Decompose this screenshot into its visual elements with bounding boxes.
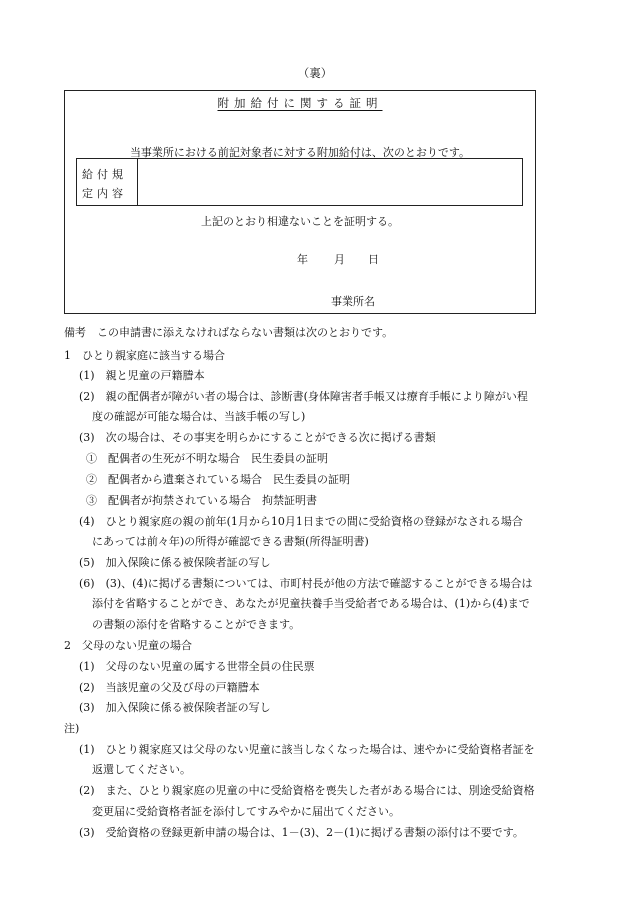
certificate-statement: 当事業所における前記対象者に対する附加給付は、次のとおりです。	[129, 146, 471, 159]
section2-item2: (2) 当該児童の父及び母の戸籍謄本	[79, 681, 260, 694]
caution-item2-line1: (2) また、ひとり親家庭の児童の中に受給資格を喪失した者がある場合には、別途受給資格	[79, 784, 535, 797]
caution-item1-line2: 返還してください。	[92, 763, 191, 776]
section1-item6-line1: (6) (3)、(4)に掲げる書類については、市町村長が他の方法で確認することができる場合は	[79, 577, 533, 590]
notes-header: 備考 この申請書に添えなければならない書類は次のとおりです。	[64, 326, 394, 339]
section1-item6-line3: の書類の添付を省略することができます。	[92, 618, 301, 631]
section1-item4-line1: (4) ひとり親家庭の親の前年(1月から10月1日までの間に受給資格の登録がなされる場合	[79, 515, 523, 528]
section1-item1: (1) 親と児童の戸籍謄本	[79, 369, 205, 382]
caution-item1-line1: (1) ひとり親家庭又は父母のない児童に該当しなくなった場合は、速やかに受給資格者証を	[79, 743, 535, 756]
section1-item2-line1: (2) 親の配偶者が障がい者の場合は、診断書(身体障害者手帳又は療育手帳により障がい程	[79, 390, 528, 403]
section1-item3-case-a: ① 配偶者の生死が不明な場合 民生委員の証明	[86, 452, 328, 465]
section1-item3-case-c: ③ 配偶者が拘禁されている場合 拘禁証明書	[86, 494, 317, 507]
date-month-label: 月	[334, 253, 345, 266]
section1-item2-line2: 度の確認が可能な場合は、当該手帳の写し)	[92, 410, 306, 423]
section1-item4-line2: にあっては前々年)の所得が確認できる書類(所得証明書)	[92, 535, 369, 548]
section2-heading: 2 父母のない児童の場合	[64, 639, 192, 652]
certificate-confirmation: 上記のとおり相違ないことを証明する。	[201, 215, 399, 228]
benefit-rule-label-cell	[77, 159, 138, 205]
section1-item3-case-b: ② 配偶者から遺棄されている場合 民生委員の証明	[86, 473, 350, 486]
date-year-label: 年	[297, 253, 308, 266]
benefit-rule-label-line2: 定内容	[82, 187, 127, 200]
business-name-label: 事業所名	[331, 295, 375, 308]
caution-header: 注)	[64, 722, 80, 735]
date-day-label: 日	[368, 253, 379, 266]
caution-item2-line2: 変更届に受給資格者証を添付してすみやかに届出てください。	[92, 805, 400, 818]
certificate-box	[64, 90, 536, 314]
section1-item5: (5) 加入保険に係る被保険者証の写し	[79, 556, 271, 569]
page-side-label: （裏）	[297, 66, 333, 80]
section2-item3: (3) 加入保険に係る被保険者証の写し	[79, 701, 271, 714]
benefit-rule-label-line1: 給付規	[82, 168, 127, 181]
section1-item6-line2: 添付を省略することができ、あなたが児童扶養手当受給者である場合は、(1)から(4)まで	[92, 597, 530, 610]
certificate-title: 附加給付に関する証明	[217, 96, 383, 110]
caution-item3: (3) 受給資格の登録更新申請の場合は、1－(3)、2－(1)に掲げる書類の添付は不要です。	[79, 826, 524, 839]
benefit-rule-table	[76, 158, 523, 206]
section1-heading: 1 ひとり親家庭に該当する場合	[64, 349, 225, 362]
section2-item1: (1) 父母のない児童の属する世帯全員の住民票	[79, 660, 315, 673]
section1-item3: (3) 次の場合は、その事実を明らかにすることができる次に掲げる書類	[79, 431, 436, 444]
